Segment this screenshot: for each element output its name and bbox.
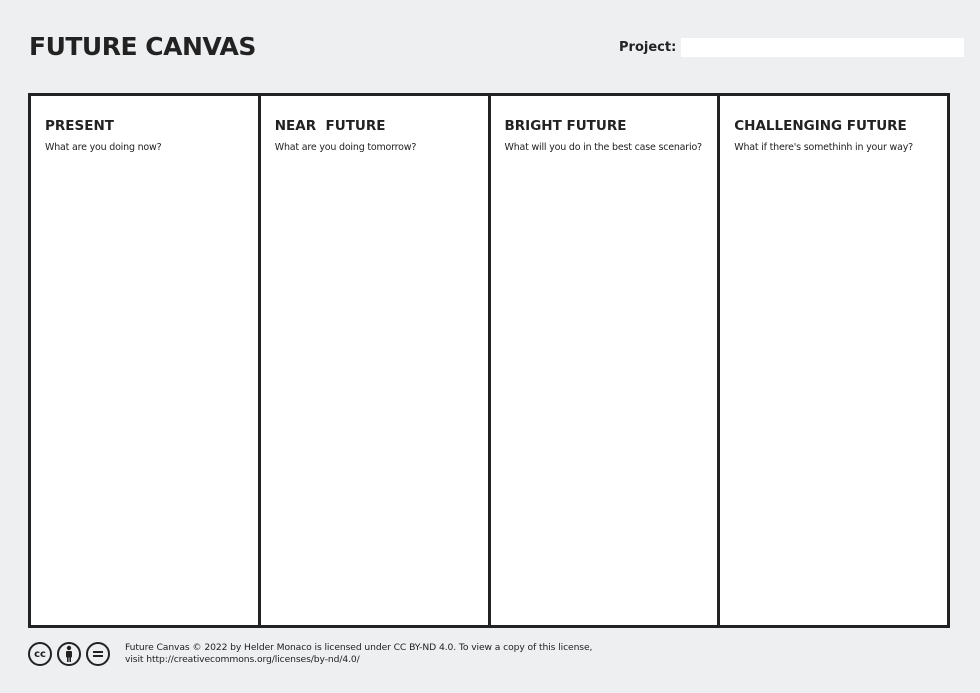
license-link[interactable]: visit http://creativecommons.org/licenses/by-nd/4.0/ (125, 654, 360, 665)
column-question: What will you do in the best case scenario? (504, 142, 702, 153)
project-field (619, 38, 964, 57)
column-near-future[interactable] (261, 96, 491, 625)
column-question: What are you doing tomorrow? (274, 142, 417, 153)
license-text (125, 642, 592, 666)
column-title: BRIGHT FUTURE (504, 118, 627, 134)
column-challenging-future[interactable] (720, 96, 947, 625)
column-question: What if there's somethinh in your way? (734, 142, 913, 153)
column-title: NEAR FUTURE (274, 118, 386, 134)
canvas-board (28, 93, 950, 628)
column-present[interactable] (31, 96, 261, 625)
cc-glyph: cc (34, 648, 46, 660)
cc-icon (28, 642, 52, 666)
license-line-1: Future Canvas © 2022 by Helder Monaco is licensed under CC BY-ND 4.0. To view a copy of this license, (125, 642, 593, 653)
project-label: Project: (619, 40, 677, 55)
by-attribution-icon (57, 642, 81, 666)
nd-no-derivatives-icon (86, 642, 110, 666)
column-title: PRESENT (45, 118, 114, 134)
column-bright-future[interactable] (491, 96, 721, 625)
page-title: FUTURE CANVAS (29, 32, 256, 61)
column-question: What are you doing now? (45, 142, 162, 153)
column-title: CHALLENGING FUTURE (734, 118, 907, 134)
license-footer (28, 642, 592, 666)
project-input[interactable] (681, 38, 964, 57)
